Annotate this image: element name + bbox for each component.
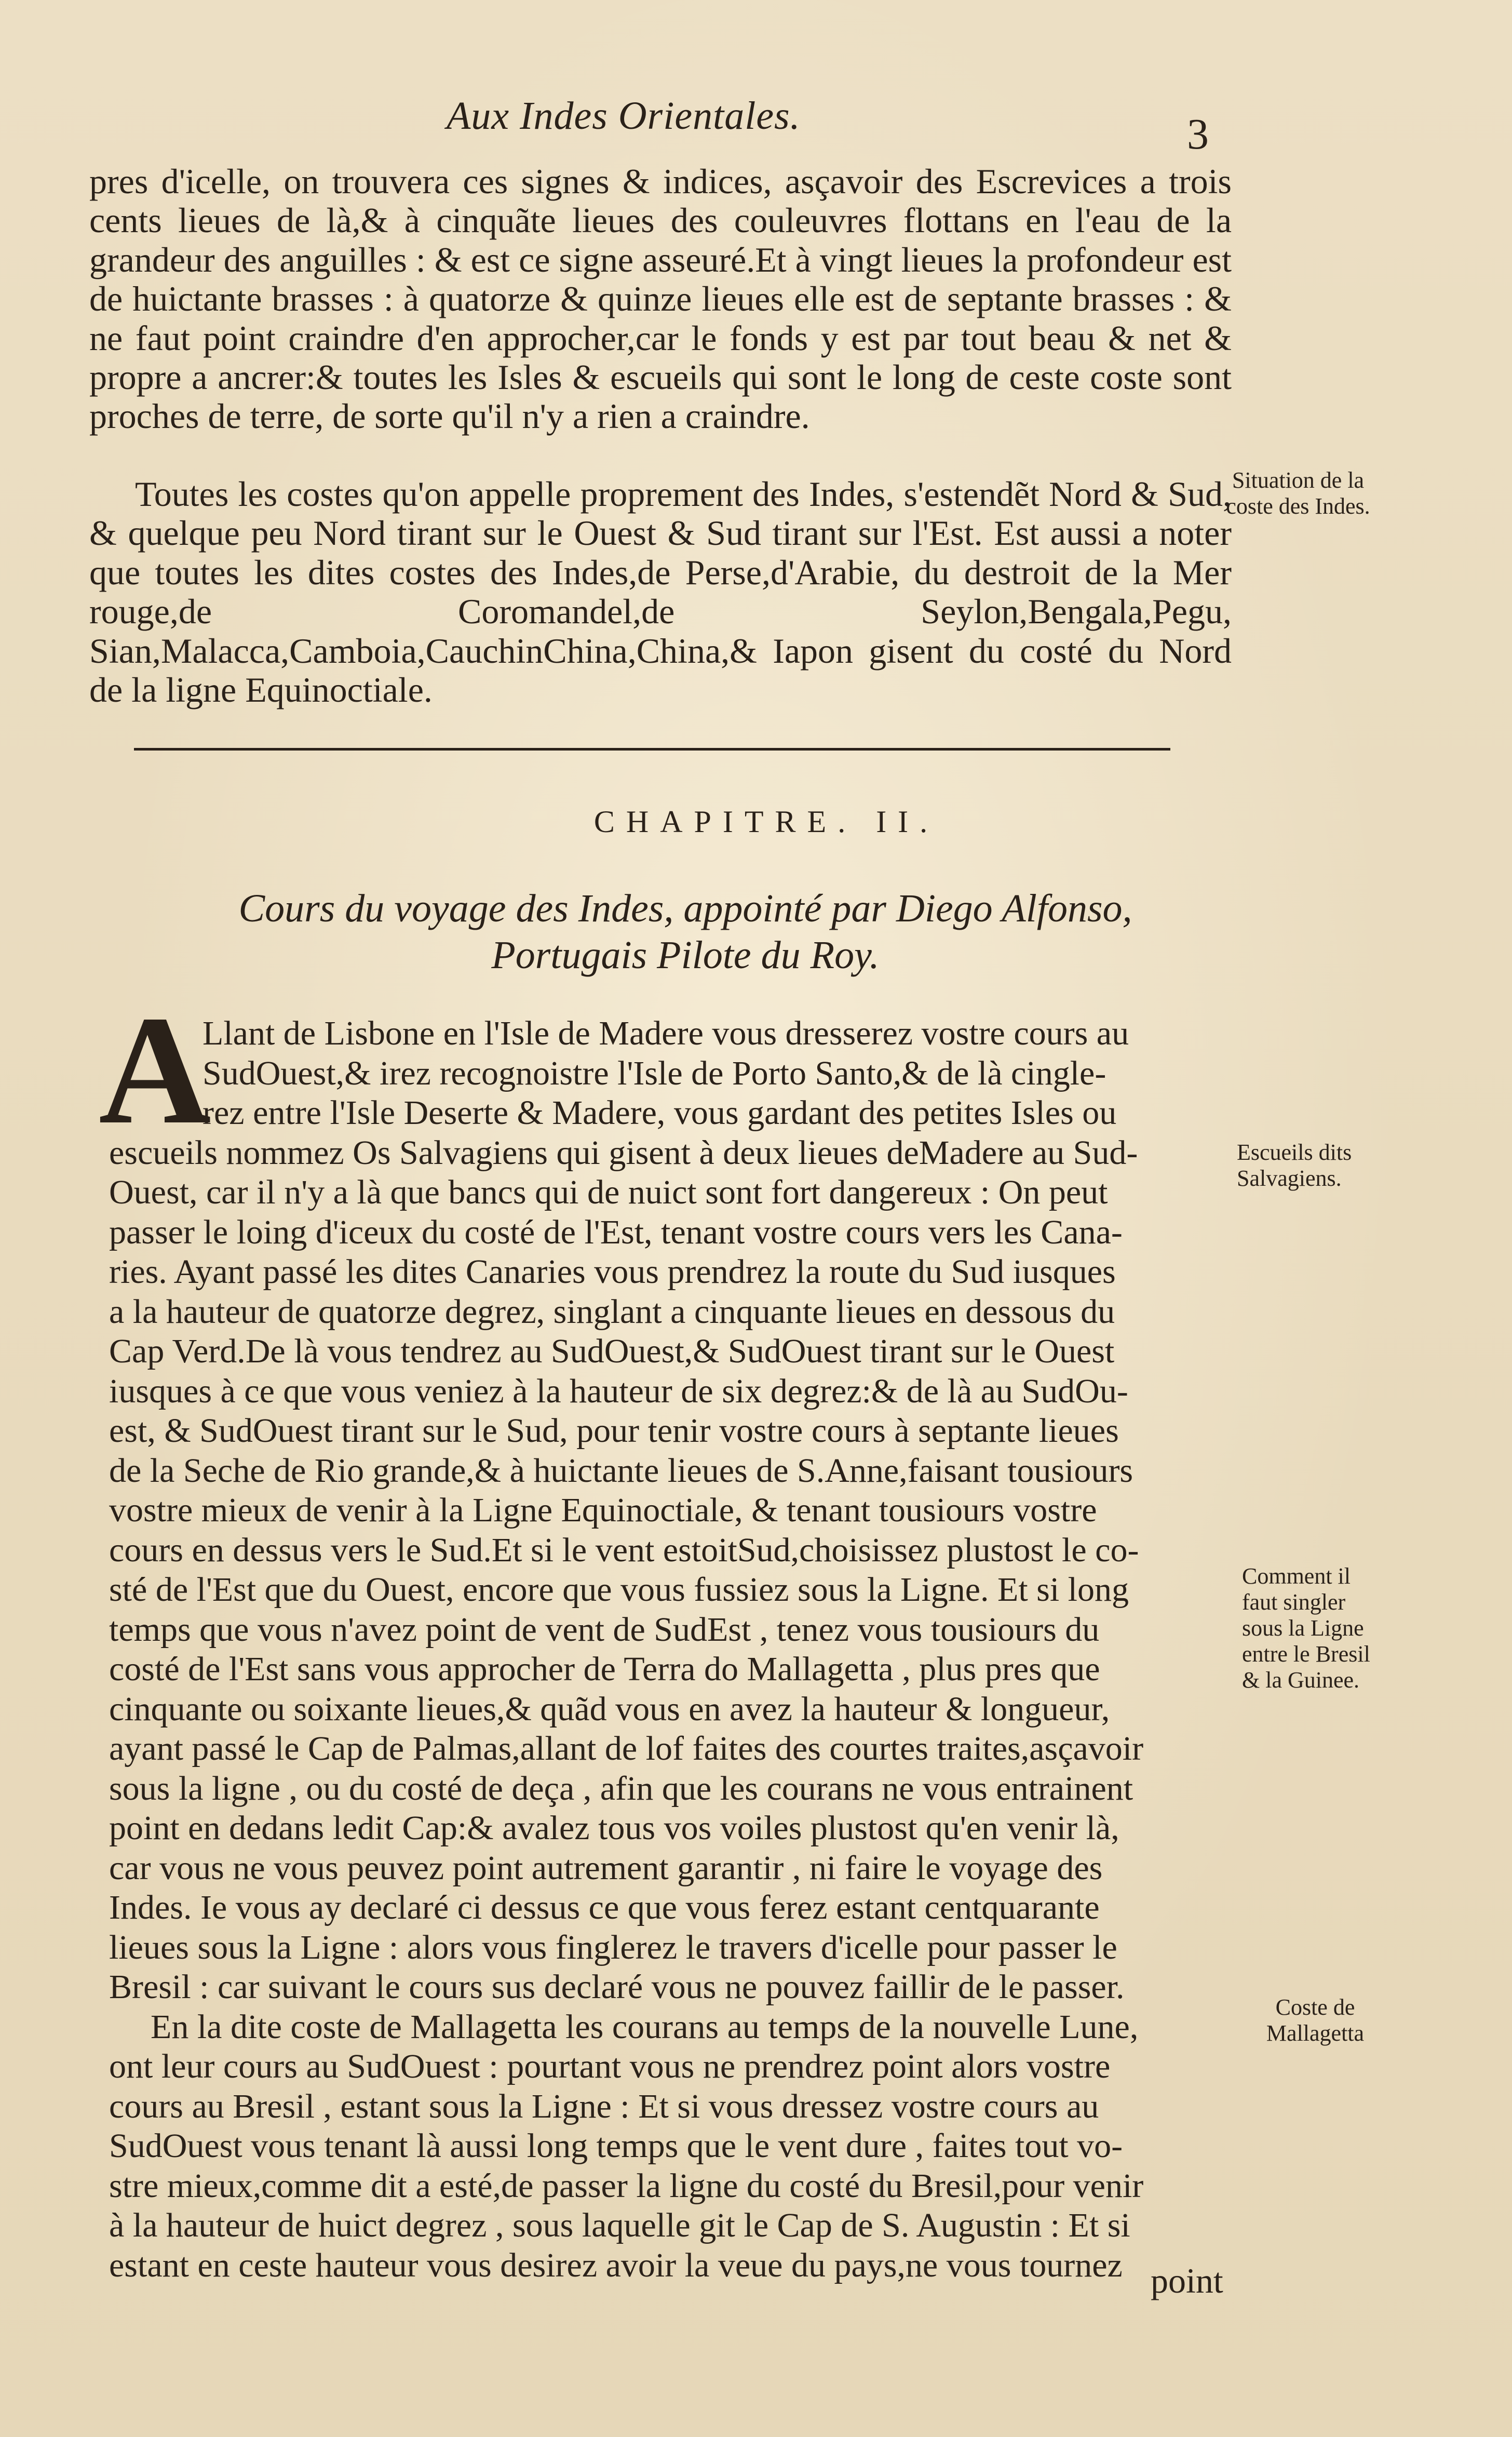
body-line: escueils nommez Os Salvagiens qui gisent à deux lieues deMadere au Sud- bbox=[109, 1133, 1138, 1172]
marginal-note-escueils: Escueils dits Salvagiens. bbox=[1237, 1140, 1352, 1191]
body-line: cinquante ou soixante lieues,& quãd vous en avez la hauteur & longueur, bbox=[109, 1690, 1110, 1728]
body-line: Bresil : car suivant le cours sus declaré vous ne pouvez faillir de le passer. bbox=[109, 1968, 1125, 2006]
body-line: car vous ne vous peuvez point autrement garantir , ni faire le voyage des bbox=[109, 1849, 1103, 1887]
body-line: de la Seche de Rio grande,& à huictante lieues de S.Anne,faisant tousiours bbox=[109, 1451, 1133, 1490]
catchword: point bbox=[1151, 2261, 1223, 2300]
body-line: costé de l'Est sans vous approcher de Terra do Mallagetta , plus pres que bbox=[109, 1650, 1100, 1688]
marginal-note-singler: Comment il faut singler sous la Ligne entre le Bresil & la Guinee. bbox=[1242, 1563, 1370, 1693]
body-line: Ouest, car il n'y a là que bancs qui de nuict sont fort dangereux : On peut bbox=[109, 1173, 1108, 1211]
body-line: cours en dessus vers le Sud.Et si le vent estoitSud,choisissez plustost le co- bbox=[109, 1531, 1139, 1569]
intro-paragraph-2: Toutes les costes qu'on appelle proprement des Indes, s'estendẽt Nord & Sud, & quelque peu Nord tirant sur le Ouest & Sud tirant sur l'Est. Est aussi a noter que toutes les dites costes des Indes,de Perse,d'Arabie, du destroit de la Mer rouge,de Coromandel,de Seylon,Bengala,Pegu, Sian,Malacca,Camboia,CauchinChina,China,& Iapon gisent du costé du Nord de la ligne Equinoctiale. bbox=[89, 474, 1232, 710]
body-line: sté de l'Est que du Ouest, encore que vous fussiez sous la Ligne. Et si long bbox=[109, 1571, 1129, 1609]
marginal-note-situation: Situation de la coste des Indes. bbox=[1226, 467, 1370, 519]
body-line: rez entre l'Isle Deserte & Madere, vous gardant des petites Isles ou bbox=[203, 1094, 1117, 1132]
chapter-heading: CHAPITRE. II. bbox=[593, 805, 939, 839]
body-line: ont leur cours au SudOuest : pourtant vous ne prendrez point alors vostre bbox=[109, 2047, 1111, 2085]
body-line: lieues sous la Ligne : alors vous finglerez le travers d'icelle pour passer le bbox=[109, 1928, 1117, 1966]
body-line: stre mieux,comme dit a esté,de passer la ligne du costé du Bresil,pour venir bbox=[109, 2166, 1144, 2205]
body-line: a la hauteur de quatorze degrez, singlant a cinquante lieues en dessous du bbox=[109, 1292, 1115, 1331]
body-line: temps que vous n'avez point de vent de SudEst , tenez vous tousiours du bbox=[109, 1610, 1100, 1649]
body-line: est, & SudOuest tirant sur le Sud, pour tenir vostre cours à septante lieues bbox=[109, 1412, 1119, 1450]
body-line: à la hauteur de huict degrez , sous laquelle git le Cap de S. Augustin : Et si bbox=[109, 2206, 1130, 2244]
body-line: iusques à ce que vous veniez à la hauteur de six degrez:& de là au SudOu- bbox=[109, 1372, 1128, 1410]
page-number: 3 bbox=[1187, 110, 1209, 158]
chapter-body bbox=[109, 1014, 1233, 2285]
body-line: Indes. Ie vous ay declaré ci dessus ce que vous ferez estant centquarante bbox=[109, 1889, 1100, 1926]
body-line: En la dite coste de Mallagetta les courans au temps de la nouvelle Lune, bbox=[151, 2007, 1139, 2046]
body-line: ayant passé le Cap de Palmas,allant de lof faites des courtes traites,asçavoir bbox=[109, 1730, 1144, 1768]
body-line: Cap Verd.De là vous tendrez au SudOuest,& SudOuest tirant sur le Ouest bbox=[109, 1332, 1115, 1370]
body-line: SudOuest vous tenant là aussi long temps que le vent dure , faites tout vo- bbox=[109, 2127, 1123, 2165]
chapter-title-line-1: Cours du voyage des Indes, appointé par Diego Alfonso, bbox=[238, 887, 1132, 930]
marginal-note-mallagetta: Coste de Mallagetta bbox=[1266, 1994, 1365, 2046]
body-line: SudOuest,& irez recognoistre l'Isle de Porto Santo,& de là cingle- bbox=[203, 1054, 1106, 1092]
intro-paragraph-1: pres d'icelle, on trouvera ces signes & indices, asçavoir des Escrevices a trois cents lieues de là,& à cinquãte lieues des couleuvres flottans en l'eau de la grandeur des anguilles : & est ce signe asseuré.Et à vingt lieues la profondeur est de huictante brasses : à quatorze & quinze lieues elle est de septante brasses : & ne faut point craindre d'en approcher,car le fonds y est par tout beau & net & propre a ancrer:& toutes les Isles & escueils qui sont le long de ceste coste sont proches de terre, de sorte qu'il n'y a rien a craindre. bbox=[89, 162, 1232, 436]
body-line: vostre mieux de venir à la Ligne Equinoctiale, & tenant tousiours vostre bbox=[109, 1491, 1097, 1529]
body-line: point en dedans ledit Cap:& avalez tous vos voiles plustost qu'en venir là, bbox=[109, 1809, 1119, 1847]
chapter-title bbox=[208, 885, 1163, 979]
running-head: Aux Indes Orientales. bbox=[447, 94, 801, 138]
chapter-title-line-2: Portugais Pilote du Roy. bbox=[491, 933, 880, 977]
drop-cap: A bbox=[99, 984, 211, 1156]
section-rule bbox=[134, 748, 1170, 751]
body-line: Llant de Lisbone en l'Isle de Madere vous dresserez vostre cours au bbox=[203, 1014, 1129, 1052]
body-line: estant en ceste hauteur vous desirez avoir la veue du pays,ne vous tournez bbox=[109, 2246, 1123, 2284]
body-line: passer le loing d'iceux du costé de l'Est, tenant vostre cours vers les Cana- bbox=[109, 1213, 1123, 1251]
body-line: ries. Ayant passé les dites Canaries vous prendrez la route du Sud iusques bbox=[109, 1253, 1116, 1291]
body-line: cours au Bresil , estant sous la Ligne : Et si vous dressez vostre cours au bbox=[109, 2087, 1099, 2125]
body-line: sous la ligne , ou du costé de deça , afin que les courans ne vous entrainent bbox=[109, 1769, 1133, 1807]
